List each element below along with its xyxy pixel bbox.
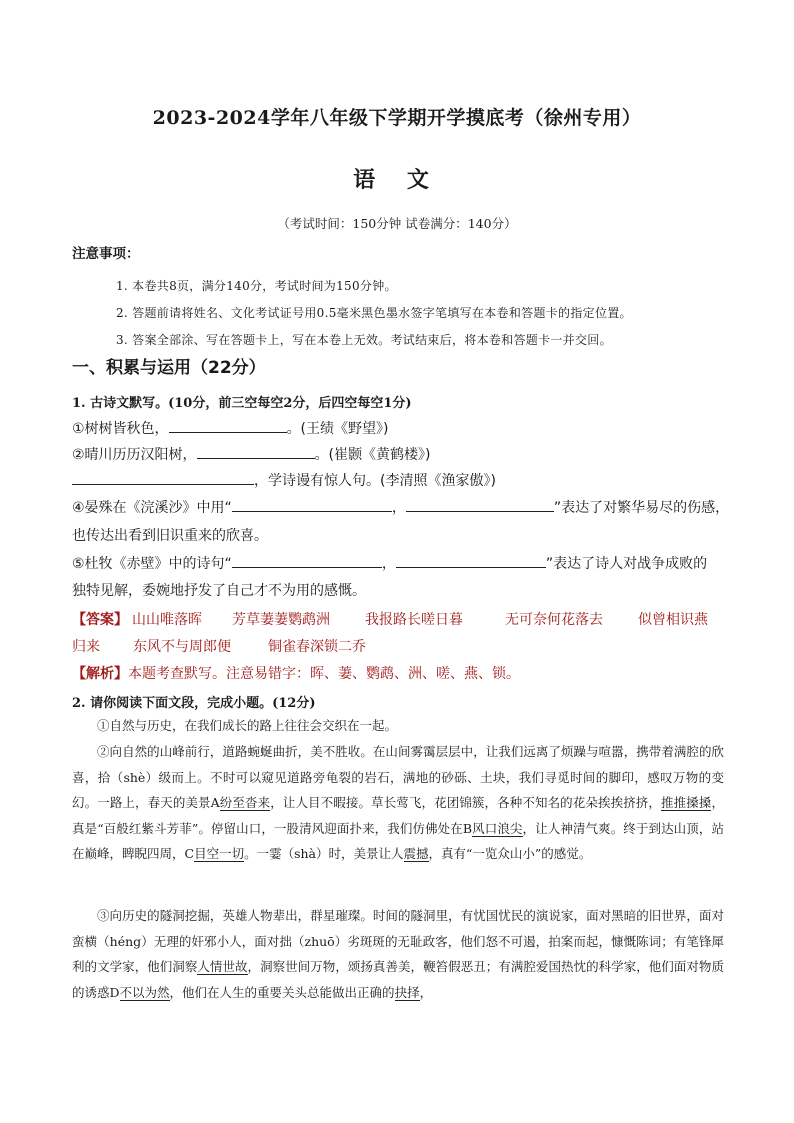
poem-line-3: ，学诗谩有惊人句。(李清照《渔家傲》) [72, 470, 496, 490]
answer-label: 【答案】 [72, 612, 128, 628]
passage-paragraph-3: ③向历史的隧洞挖掘，英雄人物辈出，群星璀璨。时间的隧洞里，有忧国忧民的演说家，面对黑暗的旧世界，面对蛮横（héng）无理的奸邪小人，面对拙（zhuō）劣斑斑的无耻政客，他们怒不可遏，拍案而起，慷慨陈词；有笔锋犀利的文学家，他们洞察人情世故，洞察世间万物，颂扬真善美，鞭笞假恶丑；有满腔爱国热忱的科学家，他们面对物质的诱惑D不以为然，他们在人生的重要关头总能做出正确的抉择， [72, 908, 724, 1000]
notice-item-1: 1. 本卷共8页，满分140分，考试时间为150分钟。 [116, 279, 397, 293]
poem-line-5: ⑤杜牧《赤壁》中的诗句“ ， ”表达了诗人对战争成败的 [72, 553, 707, 573]
question-1-title: 1. 古诗文默写。(10分，前三空每空2分，后四空每空1分) [72, 396, 412, 411]
answer-blank[interactable] [406, 497, 554, 512]
notice-item-2: 2. 答题前请将姓名、文化考试证号用0.5毫米黑色墨水签字笔填写在本卷和答题卡的指定位置。 [116, 306, 632, 320]
answer-item: 芳草萋萋鹦鹉洲 [232, 612, 330, 628]
section-heading: 一、积累与运用（22分） [72, 358, 266, 378]
answer-item: 归来 [72, 639, 100, 655]
exam-title: 2023-2024学年八年级下学期开学摸底考（徐州专用） [152, 107, 642, 129]
time-info: （考试时间：150分钟 试卷满分：140分） [277, 216, 517, 231]
passage-paragraph-1: ①自然与历史，在我们成长的路上往往会交织在一起。 [97, 718, 398, 733]
answer-blank[interactable] [396, 553, 546, 568]
passage-paragraph-2: ②向自然的山峰前行，道路蜿蜒曲折，美不胜收。在山间雾霭层层中，让我们远离了烦躁与喧嚣，携带着满腔的欣喜，拾（shè）级而上。不时可以窥见道路旁龟裂的岩石，满地的砂砾、土块，我们寻觅时间的脚印，感叹万物的变幻。一路上，春天的美景A纷至沓来，让人目不暇接。草长莺飞，花团锦簇，各种不知名的花朵挨挨挤挤，推推搡搡，真是“百般红紫斗芳菲”。停留山口，一股清风迎面扑来，我们仿佛处在B风口浪尖，让人神清气爽。终于到达山顶，站在巅峰，睥睨四周，C目空一切。一霎（shà）时，美景让人震撼，真有“一览众山小”的感觉。 [72, 744, 724, 861]
analysis-label: 【解析】 [72, 666, 128, 682]
question-2-title: 2. 请你阅读下面文段，完成小题。(12分) [72, 696, 316, 711]
answer-item: 似曾相识燕 [638, 612, 708, 628]
answer-blank[interactable] [197, 444, 315, 459]
poem-line-4: ④晏殊在《浣溪沙》中用“ ， ”表达了对繁华易尽的伤感， [72, 497, 729, 517]
answer-blank[interactable] [232, 553, 382, 568]
answer-item: 东风不与周郎便 [133, 639, 231, 655]
notice-heading: 注意事项： [72, 246, 140, 262]
answer-blank[interactable] [232, 497, 392, 512]
answer-blank[interactable] [169, 418, 287, 433]
answer-item: 我报路长嗟日暮 [365, 612, 463, 628]
analysis-line [72, 663, 520, 683]
poem-line-5-cont: 独特见解，委婉地抒发了自己才不为用的感慨。 [72, 583, 366, 599]
answer-blank[interactable] [72, 470, 254, 485]
poem-line-1: ①树树皆秋色， 。(王绩《野望》) [72, 418, 389, 438]
answer-item: 无可奈何花落去 [505, 612, 603, 628]
notice-item-3: 3. 答案全部涂、写在答题卡上，写在本卷上无效。考试结束后，将本卷和答题卡一并交回。 [116, 333, 612, 347]
answer-item: 铜雀春深锁二乔 [268, 639, 366, 655]
poem-line-4-cont: 也传达出看到旧识重来的欣喜。 [72, 528, 268, 544]
subject-title: 语 文 [353, 167, 441, 193]
poem-line-2: ②晴川历历汉阳树， 。(崔颢《黄鹤楼》) [72, 444, 431, 464]
analysis-text: 本题考查默写。注意易错字：晖、萋、鹦鹉、洲、嗟、燕、锁。 [128, 666, 520, 682]
answer-item: 山山唯落晖 [132, 612, 202, 628]
